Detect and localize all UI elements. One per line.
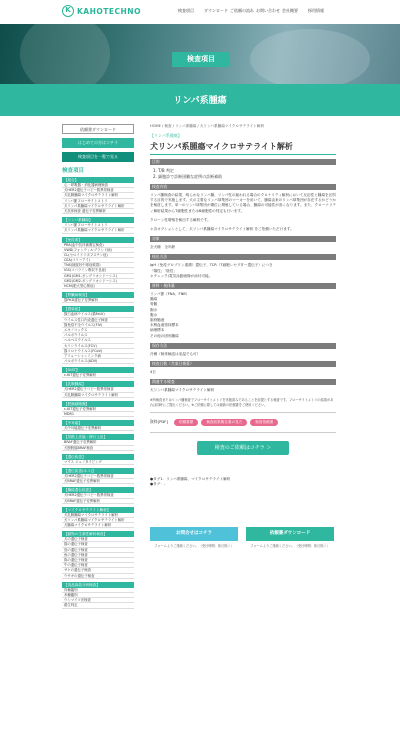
sample-item: 病理標本 — [150, 328, 165, 333]
sidebar-item[interactable]: MDR1 — [62, 412, 134, 417]
sidebar — [62, 124, 134, 612]
logo-text: KAHOTECHNO — [77, 6, 141, 16]
sidebar-item[interactable]: 猫白血病ウイルス(猫FeLV) — [62, 312, 134, 317]
hero-decoration — [250, 29, 370, 84]
sidebar-item[interactable]: アリューシャンミンク病 — [62, 354, 134, 359]
sidebar-item[interactable]: VWD(フォンウィルブランド病) — [62, 248, 134, 253]
tag-line[interactable]: ●タグ1：リンパ系腫瘍、マイクロサテライト解析 — [150, 476, 231, 481]
download-form-button[interactable]: 依頼書ダウンロード — [62, 124, 134, 134]
sample-item: その他の固形腫瘍 — [150, 333, 179, 338]
sidebar-group-heading: 【感染症】 — [62, 306, 134, 312]
section-heading: 材料・検体量 — [150, 283, 336, 289]
sidebar-item[interactable]: PRA(血中抗体価測定検査) — [62, 243, 134, 248]
sidebar-item[interactable]: カリシウイルス(FCV) — [62, 344, 134, 349]
overview-note: クローン性増殖を検出する解析です。 — [150, 217, 211, 222]
sidebar-item[interactable]: 猫PKD遺伝子変異解析 — [62, 298, 134, 303]
section-heading: 目的 — [150, 159, 336, 165]
contact-boxes — [150, 527, 336, 549]
section-heading: 検査内容 — [150, 184, 336, 190]
nav-item-download[interactable]: ダウンロード — [204, 8, 228, 13]
method-line: ＊チェック/電気泳動画像が添付可能。 — [150, 273, 213, 278]
sidebar-item[interactable]: 犬乳腺腫瘍マイクロサテライト解析 — [62, 193, 134, 198]
sidebar-group — [62, 177, 134, 214]
pdf-button[interactable]: 依頼書類 — [174, 419, 198, 426]
sidebar-item[interactable]: c-KIT遺伝子変異解析 — [62, 407, 134, 412]
sidebar-item[interactable]: c-KIT遺伝子変異解析 — [62, 373, 134, 378]
sidebar-item[interactable]: 犬HER2遺伝子コピー数異常検査 — [62, 493, 134, 498]
sidebar-group — [62, 582, 134, 609]
hero-decoration — [20, 24, 110, 84]
sidebar-group — [62, 401, 134, 417]
sidebar-item[interactable]: 犬リンパ系腫瘍マイクロサテライト解析 — [62, 204, 134, 209]
sidebar-group-heading: 【免疫系】 — [62, 237, 134, 243]
pdf-button[interactable]: 検査結果報告書の見方 — [201, 419, 247, 426]
page-title: 犬リンパ系腫瘍マイクロサテライト解析 — [150, 141, 336, 155]
sidebar-item[interactable]: ウシマイコ法検査 — [62, 598, 134, 603]
breadcrumb: HOME / 検査 / リンパ系腫瘍 / 犬リンパ系腫瘍マイクロサテライト解析 — [150, 124, 265, 128]
sidebar-item[interactable]: ヘルペスウイルス — [62, 338, 134, 343]
sidebar-heading: 検査項目 — [62, 168, 85, 174]
sidebar-group — [62, 367, 134, 378]
sidebar-group — [62, 454, 134, 465]
sidebar-item[interactable]: 鶏生判定 — [62, 603, 134, 608]
sidebar-item[interactable]: 犬膀胱癌BRAF検査 — [62, 446, 134, 451]
sidebar-item[interactable]: 犬乳腺腫瘍マイクロサテライト解析 — [62, 513, 134, 518]
method-line: IgH（免疫グロブリン重鎖）遺伝子、TCR（T細胞レセプター遺伝子）につき — [150, 263, 273, 268]
sidebar-item[interactable]: リンパ節フローサイトメトリ — [62, 199, 134, 204]
sidebar-group-heading: 【尿路上皮癌・移行上皮】 — [62, 434, 134, 440]
sidebar-group — [62, 217, 134, 233]
sidebar-item[interactable]: リンパ節フローサイトメトリ — [62, 223, 134, 228]
sidebar-item[interactable]: 猫の遺伝子検査 — [62, 542, 134, 547]
days-text: 4日 — [150, 370, 156, 375]
sidebar-item[interactable]: パルボウイルス(ADV) — [62, 359, 134, 364]
sidebar-group — [62, 292, 134, 303]
sidebar-group — [62, 381, 134, 397]
sidebar-group — [62, 306, 134, 364]
sidebar-item[interactable]: 肉種鑑別 — [62, 588, 134, 593]
sidebar-item[interactable]: ウサギの遺伝子検査 — [62, 574, 134, 579]
sidebar-group-heading: 【肥満細胞腫】 — [62, 401, 134, 407]
tag-list — [150, 477, 336, 487]
download-box — [246, 527, 334, 549]
nav-item-recruit[interactable]: 採用情報 — [308, 8, 324, 13]
contact-button[interactable]: お問合せはコチラ — [150, 527, 238, 541]
nav-item-company[interactable]: 会社概要 — [282, 8, 298, 13]
sidebar-group-heading: 【GIST】 — [62, 367, 134, 373]
list-item: 1. T/B 判定 — [153, 168, 174, 173]
sidebar-group-heading: 【中耳癌】 — [62, 420, 134, 426]
sidebar-group — [62, 468, 134, 484]
pdf-label: 資料[PDF] — [150, 418, 168, 424]
sidebar-item[interactable]: BRAF遺伝子変異解析 — [62, 440, 134, 445]
download-caption: フォームよりご連絡ください。（受付時間：休日除く） — [250, 544, 330, 549]
sidebar-item[interactable]: サケの遺伝子検査 — [62, 568, 134, 573]
sidebar-item[interactable]: CL(セロイドリポフスチン症) — [62, 253, 134, 258]
sample-item: 骨髄 — [150, 302, 158, 307]
sample-item: 脳脊髄液 — [150, 318, 165, 323]
sidebar-item[interactable]: 米種鑑別 — [62, 593, 134, 598]
option-note: ＊各オプションとして、犬リンパ系腫瘍マイクロサテライト解析 をご依頼いただけます。 — [150, 227, 294, 232]
sidebar-item[interactable]: 心・呼吸器・消化器病理検査 — [62, 183, 134, 188]
sidebar-item[interactable]: GM1(GM1-ガングリオシドーシス) — [62, 274, 134, 279]
sidebar-item[interactable]: CEA(コリーアイ) — [62, 258, 134, 263]
sidebar-groups — [62, 177, 134, 609]
first-time-button[interactable]: はじめての方はコチラ — [62, 138, 134, 148]
site-header — [0, 0, 400, 24]
pdf-buttons — [174, 419, 309, 426]
category-title: リンパ系腫瘍 — [173, 96, 227, 106]
request-test-button[interactable]: 検査のご依頼はコチラ ＞ — [197, 441, 289, 455]
section-heading: 関連する検査 — [150, 379, 336, 385]
global-nav — [178, 8, 334, 14]
sidebar-group-heading: 【マイクロサテライト解析】 — [62, 507, 134, 513]
sidebar-item[interactable]: 犬BRAF遺伝子変異解析 — [62, 479, 134, 484]
sidebar-group — [62, 434, 134, 450]
contact-caption: フォームよりご連絡ください。（受付時間：休日除く） — [154, 544, 234, 549]
sidebar-item[interactable]: 牛の遺伝子検査 — [62, 563, 134, 568]
sidebar-item[interactable]: 猫コロナウイルス(FCoV) — [62, 349, 134, 354]
sidebar-group — [62, 507, 134, 529]
storage-text: 冷蔵（検体輸送は室温でも可） — [150, 351, 201, 356]
sidebar-item[interactable]: 猫免疫不全ウイルス(FIV) — [62, 323, 134, 328]
download-button[interactable]: 依頼書ダウンロード — [246, 527, 334, 541]
test-list-button[interactable]: 検査項目を一覧で見る — [62, 152, 134, 162]
overview-text: リンパ腫検査の結果、明らかなリンパ腫、リンパ性の疑われる場合のクロナリティ解析において反応性と腫瘍を区別する目的で実施します。犬の主要なリンパ球集団のマーカーを用いて、腫瘍由来のリンパ球集団が存在するかどうかを検討します。単一のリンパ球集団が優位に増殖している場合、腫瘍の可能性が高くなります。また、クローナリティ解析結果からT細胞性またはB細胞性の判定も行います。 — [150, 193, 336, 213]
section-heading: 検査日数（営業日換算） — [150, 361, 336, 367]
nav-item-contact[interactable]: お問い合わせ — [256, 8, 280, 13]
sample-item: 末梢血液塗抹標本 — [150, 323, 179, 328]
sidebar-item[interactable]: エキノコックス — [62, 328, 134, 333]
sidebar-item[interactable]: 犬乳腺腫瘍マイクロサテライト解析 — [62, 393, 134, 398]
hero-label: 検査項目 — [172, 52, 230, 67]
sidebar-group — [62, 487, 134, 503]
pdf-button[interactable]: 検査依頼書 — [250, 419, 278, 426]
sidebar-group — [62, 237, 134, 290]
sidebar-item[interactable]: パルボウイルス — [62, 333, 134, 338]
footnote: ※所検査またはリンパ腫検査でフローサイトメトリを実施済みであることを前提とする検査です。フローサイトメトリの結果があれば同時にご提出ください。※ご依頼に際しては最新の依頼書をご使用ください。 — [150, 398, 334, 408]
sidebar-item[interactable]: TNS(捕捉好中球症候群) — [62, 263, 134, 268]
sidebar-group-heading: 【遺伝疾患(ネコ)】 — [62, 468, 134, 474]
main-content — [150, 124, 336, 549]
sample-item: リンパ節（FNA、FNB） — [150, 292, 190, 297]
sidebar-item[interactable]: 犬リンパ系腫瘍マイクロサテライト解析 — [62, 228, 134, 233]
sidebar-item[interactable]: 犬HER2遺伝子コピー数異常検査 — [62, 387, 134, 392]
related-link[interactable]: 犬リンパ系腫瘍マイクロサテライト解析 — [150, 388, 215, 393]
logo-icon: K — [62, 5, 74, 17]
sidebar-item[interactable]: 犬の遺伝子検査 — [62, 537, 134, 542]
sidebar-item[interactable]: ウイルス性口内炎遺伝子検査 — [62, 318, 134, 323]
sidebar-item[interactable]: マウス ジェノタイピング — [62, 460, 134, 465]
section-heading: 対象 — [150, 236, 336, 242]
list-item: 2. 細胞診で診断困難な症例の診断補助 — [153, 174, 223, 179]
nav-item-flow[interactable]: ご依頼の流れ — [230, 8, 254, 13]
sidebar-group-heading: 【腫瘍遺伝疾患】 — [62, 487, 134, 493]
sidebar-item[interactable]: 豚の遺伝子検査 — [62, 558, 134, 563]
sidebar-item[interactable]: 犬腫瘍マイクロサテライト解析 — [62, 523, 134, 528]
section-heading: 保存方法 — [150, 343, 336, 349]
sidebar-group-heading: 【乳腺腫瘍】 — [62, 381, 134, 387]
purpose-list — [150, 168, 336, 180]
sample-list — [150, 292, 336, 339]
sidebar-item[interactable]: 鳥の遺伝子検査 — [62, 548, 134, 553]
sidebar-group — [62, 420, 134, 431]
sample-item: 腹水 — [150, 312, 158, 317]
sidebar-item[interactable]: IGS(コバラミン吸収不良症) — [62, 268, 134, 273]
sidebar-item[interactable]: HCM(肥大型心筋症) — [62, 284, 134, 289]
target-text: 全犬種 全年齢 — [150, 245, 176, 250]
tag-line: ●タグ：- — [150, 481, 166, 486]
pdf-section — [150, 412, 336, 433]
sample-item: 腫瘍 — [150, 297, 158, 302]
sidebar-item[interactable]: 犬中耳癌遺伝子変異解析 — [62, 426, 134, 431]
method-line: 「陽性」「陰性」 — [150, 268, 177, 273]
sidebar-item[interactable]: 犬抗体検査 遺伝子変異解析 — [62, 209, 134, 214]
sidebar-item[interactable]: 魚の遺伝子検査 — [62, 553, 134, 558]
sidebar-item[interactable]: 犬リンパ系腫瘍マイクロサテライト解析 — [62, 518, 134, 523]
sidebar-group-heading: 【リンパ系腫瘍】 — [62, 217, 134, 223]
sidebar-group-heading: 【腎臓病検査】 — [62, 292, 134, 298]
sidebar-item[interactable]: 犬HER2遺伝子コピー数異常検査 — [62, 474, 134, 479]
category-label: 【リンパ系腫瘍】 — [150, 133, 182, 138]
sidebar-group-heading: 【動物の生薬性解析検査】 — [62, 531, 134, 537]
nav-item-tests[interactable]: 検査項目 — [178, 8, 194, 13]
logo[interactable] — [62, 5, 141, 17]
sidebar-item[interactable]: 犬BRAF遺伝子変異解析 — [62, 499, 134, 504]
sidebar-group-heading: 【総合】 — [62, 177, 134, 183]
sidebar-item[interactable]: 犬HER2遺伝子コピー数異常検査 — [62, 188, 134, 193]
sidebar-group-heading: 【食品偽装分析検査】 — [62, 582, 134, 588]
section-heading: 検出方法 — [150, 254, 336, 260]
sample-item: 胸水 — [150, 307, 158, 312]
sidebar-item[interactable]: GM2(GM2-ガングリオシドーシス) — [62, 279, 134, 284]
sidebar-group-heading: 【遺伝疾患】 — [62, 454, 134, 460]
sidebar-group — [62, 531, 134, 579]
contact-box — [150, 527, 238, 549]
